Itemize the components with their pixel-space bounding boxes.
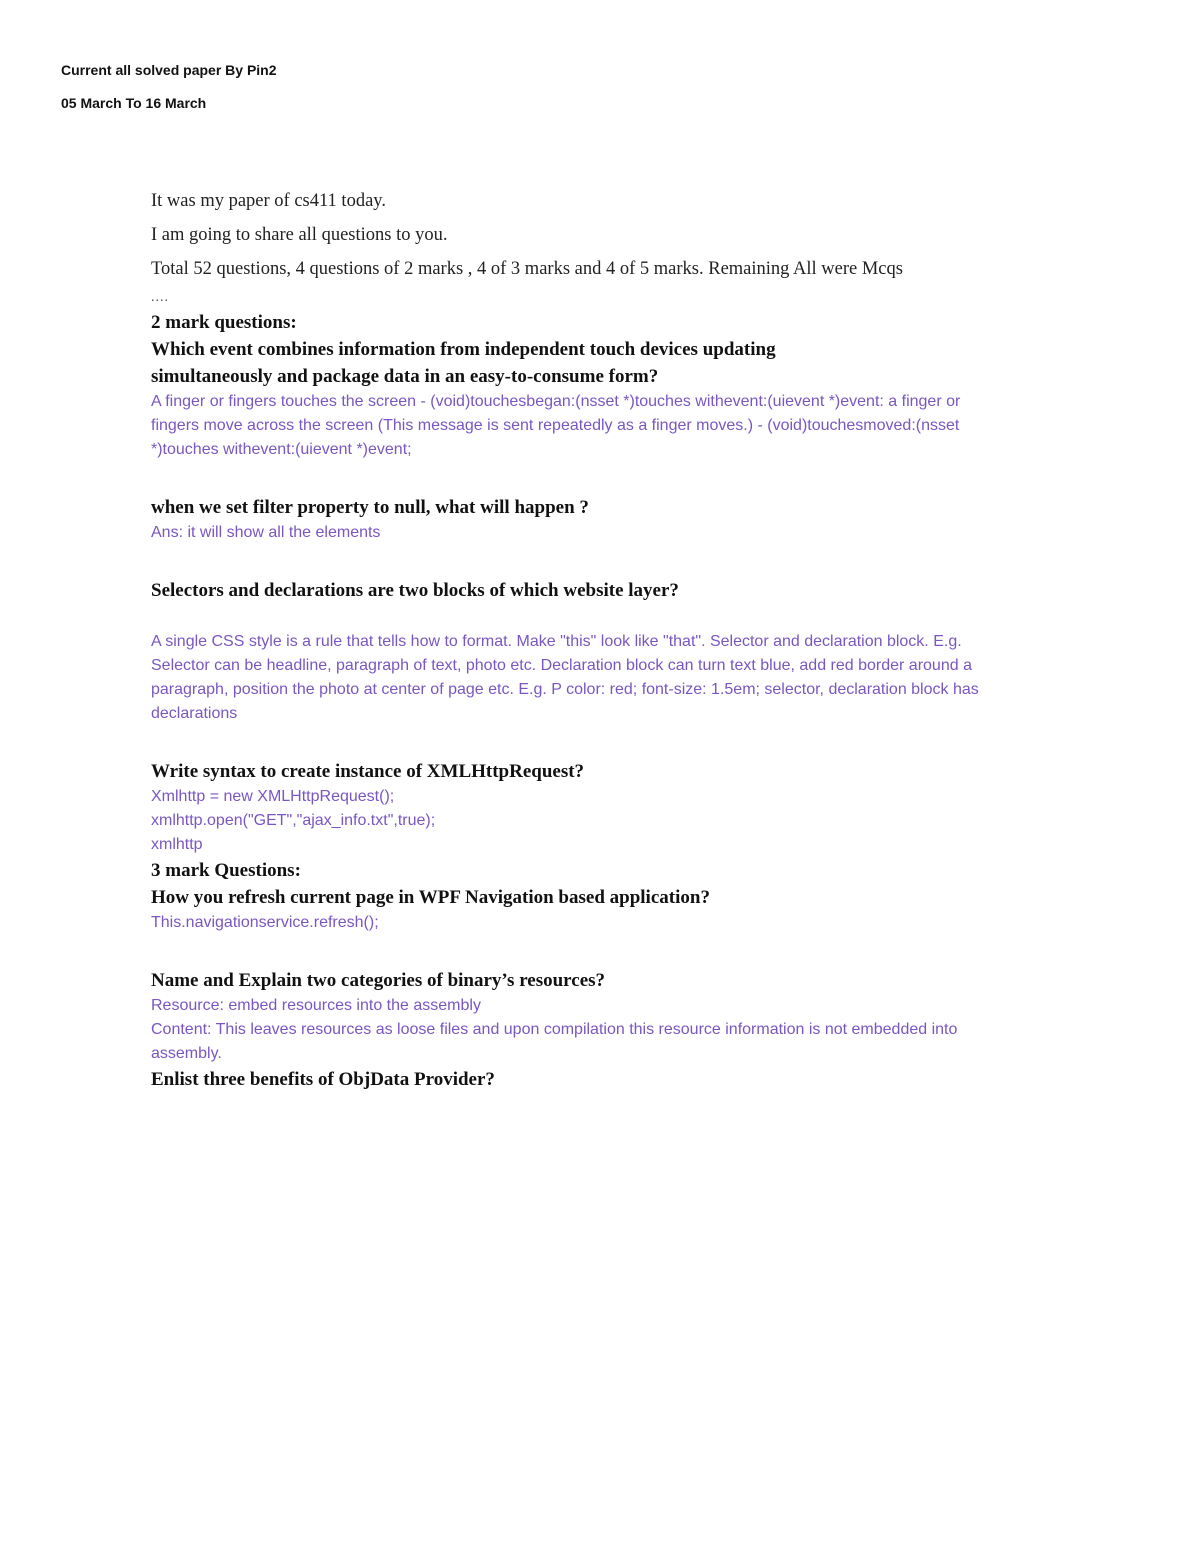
section-heading-three-mark: 3 mark Questions: bbox=[151, 860, 301, 881]
answer-text: This.navigationservice.refresh(); bbox=[151, 914, 379, 931]
document-body bbox=[151, 187, 991, 1093]
answer-line: Xmlhttp = new XMLHttpRequest(); bbox=[151, 788, 395, 805]
section-heading-two-mark: 2 mark questions: bbox=[151, 312, 297, 333]
answer-line: xmlhttp.open("GET","ajax_info.txt",true); bbox=[151, 812, 436, 829]
document-header-dates: 05 March To 16 March bbox=[61, 95, 207, 111]
question-text: Which event combines information from independent touch devices updating simultaneously and package data in an easy-to-consume form? bbox=[151, 339, 776, 387]
intro-line: Total 52 questions, 4 questions of 2 marks , 4 of 3 marks and 4 of 5 marks. Remaining All were Mcqs bbox=[151, 259, 903, 279]
question-text: Name and Explain two categories of binary’s resources? bbox=[151, 970, 606, 991]
answer-text: Ans: it will show all the elements bbox=[151, 524, 381, 541]
answer-line: Resource: embed resources into the assembly bbox=[151, 997, 481, 1014]
answer-line: Content: This leaves resources as loose files and upon compilation this resource information is not embedded into assembly. bbox=[151, 1021, 958, 1062]
intro-line: It was my paper of cs411 today. bbox=[151, 191, 386, 211]
question-text: How you refresh current page in WPF Navigation based application? bbox=[151, 887, 710, 908]
question-text: Enlist three benefits of ObjData Provider? bbox=[151, 1069, 495, 1090]
answer-text: A single CSS style is a rule that tells how to format. Make "this" look like "that". Selector and declaration block. E.g. Selector can be headline, paragraph of text, photo etc. Declaration block can turn text blue, add red border around a paragraph, position the photo at center of page etc. E.g. P color: red; font-size: 1.5em; selector, declaration block has declarations bbox=[151, 633, 979, 722]
question-text: Write syntax to create instance of XMLHttpRequest? bbox=[151, 761, 585, 782]
question-text: when we set filter property to null, what will happen ? bbox=[151, 497, 589, 518]
intro-line: I am going to share all questions to you. bbox=[151, 225, 448, 245]
answer-line: xmlhttp bbox=[151, 836, 203, 853]
question-text: Selectors and declarations are two blocks of which website layer? bbox=[151, 580, 679, 601]
separator-dots: .... bbox=[151, 290, 169, 305]
answer-text: A finger or fingers touches the screen - (void)touchesbegan:(nsset *)touches withevent:(uievent *)event: a finger or fingers move across the screen (This message is sent repeatedly as a finger moves.) - (void)touchesmoved:(nsset *)touches withevent:(uievent *)event; bbox=[151, 393, 961, 458]
document-header-title: Current all solved paper By Pin2 bbox=[61, 62, 277, 78]
